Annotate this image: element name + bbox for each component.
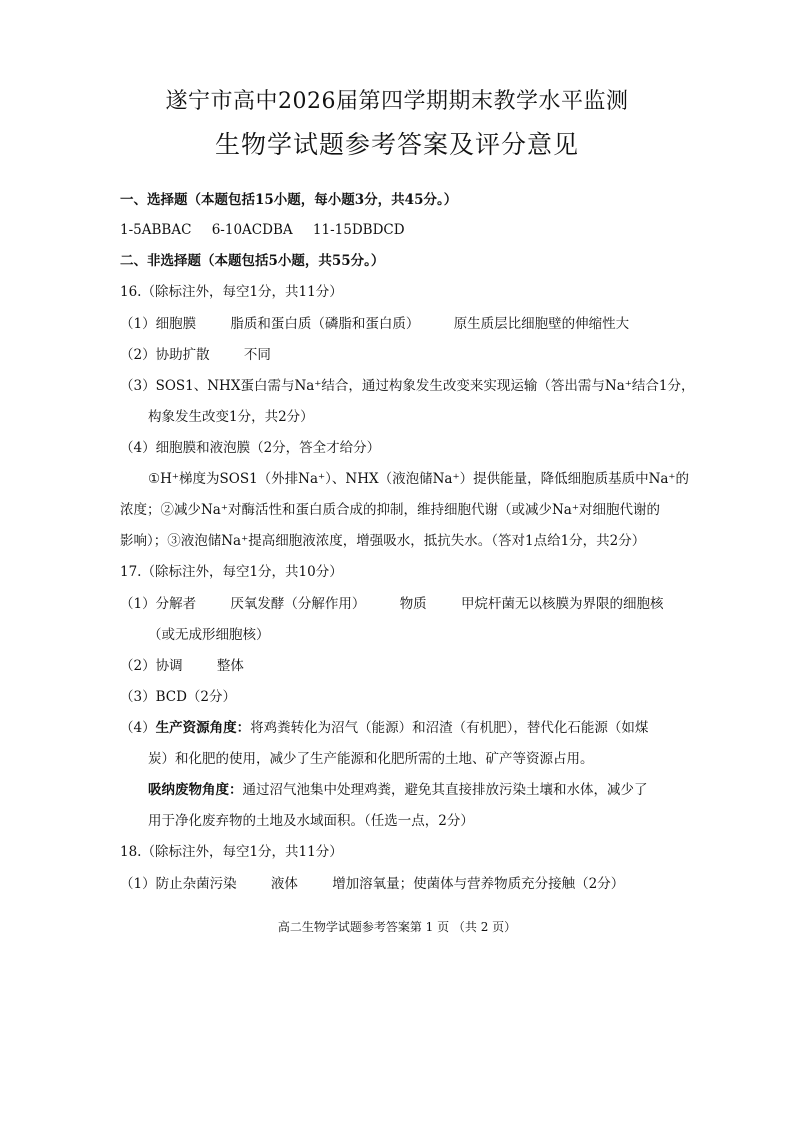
q17-answer-3: （3）BCD（2分）	[120, 689, 237, 705]
q18-header: 18.（除标注外，每空1分，共11分）	[120, 844, 343, 860]
q16-answer-3-line2: 构象发生改变1分，共2分）	[148, 409, 314, 425]
q17-answer-4-line3	[148, 780, 648, 800]
q17-1-blank-4: 甲烷杆菌无以核膜为界限的细胞核	[460, 596, 664, 612]
q17-answer-4-line4: 用于净化废弃物的土地及水域面积。（任选一点，2分）	[148, 813, 474, 829]
document-subtitle: 生物学试题参考答案及评分意见	[214, 130, 579, 159]
answer-group-3: 11-15DBDCD	[312, 222, 405, 238]
q18-1-blank-1: （1）防止杂菌污染	[120, 876, 237, 892]
q17-4-keyword-resource: 生产资源角度：	[155, 720, 251, 736]
q17-4-keyword-waste: 吸纳废物角度：	[148, 782, 243, 798]
q16-answer-2	[120, 345, 271, 365]
q16-answer-4-explain-3: 影响）；③液泡储Na⁺提高细胞液浓度，增强吸水，抵抗失水。（答对1点给1分，共2分）	[120, 533, 646, 549]
q17-1-blank-2: 厌氧发酵（分解作用）	[230, 596, 366, 612]
q16-header: 16.（除标注外，每空1分，共11分）	[120, 284, 343, 300]
answer-group-1: 1-5ABBAC	[120, 222, 192, 238]
q17-answer-4-line2: 炭）和化肥的使用，减少了生产能源和化肥所需的土地、矿产等资源占用。	[148, 751, 594, 767]
q17-4-prefix: （4）	[120, 720, 156, 736]
section-heading-choice: 一、选择题（本题包括15小题，每小题3分，共45分。）	[120, 192, 458, 208]
q17-2-blank-2: 整体	[216, 658, 244, 674]
q16-answer-4-explain-2: 浓度；②减少Na⁺对酶活性和蛋白质合成的抑制，维持细胞代谢（或减少Na⁺对细胞代谢的	[120, 502, 660, 518]
q16-answer-4: （4）细胞膜和液泡膜（2分，答全才给分）	[120, 440, 381, 456]
q17-4-text-1: 将鸡粪转化为沼气（能源）和沼渣（有机肥），替代化石能源（如煤	[250, 720, 649, 736]
q18-answer-1	[120, 874, 624, 894]
q17-answer-1	[120, 594, 663, 614]
q17-answer-2	[120, 656, 244, 676]
q16-answer-1	[120, 314, 629, 334]
q18-1-blank-2: 液体	[270, 876, 298, 892]
q17-1-blank-1: （1）分解者	[120, 596, 197, 612]
q17-1-blank-3: 物质	[399, 596, 427, 612]
q16-1-blank-3: 原生质层比细胞壁的伸缩性大	[453, 316, 630, 332]
q16-2-blank-1: （2）协助扩散	[120, 347, 210, 363]
q17-2-blank-1: （2）协调	[120, 658, 183, 674]
q17-answer-4-line1	[120, 718, 648, 738]
q16-2-blank-2: 不同	[243, 347, 271, 363]
q18-1-blank-3: 增加溶氧量；使菌体与营养物质充分接触（2分）	[332, 876, 625, 892]
page-footer: 高二生物学试题参考答案第 1 页 （共 2 页）	[277, 920, 517, 934]
q16-1-blank-1: （1）细胞膜	[120, 316, 197, 332]
q17-4-text-2: 通过沼气池集中处理鸡粪，避免其直接排放污染土壤和水体，减少了	[242, 782, 648, 798]
q17-answer-1-cont: （或无成形细胞核）	[148, 627, 270, 643]
q16-answer-4-explain-1: ①H⁺梯度为SOS1（外排Na⁺）、NHX（液泡储Na⁺）提供能量，降低细胞质基质中Na⁺的	[148, 471, 690, 487]
document-title: 遂宁市高中2026届第四学期期末教学水平监测	[165, 89, 629, 114]
section-heading-nonchoice: 二、非选择题（本题包括5小题，共55分。）	[120, 253, 385, 269]
q16-1-blank-2: 脂质和蛋白质（磷脂和蛋白质）	[230, 316, 420, 332]
q17-header: 17.（除标注外，每空1分，共10分）	[120, 564, 343, 580]
q16-answer-3-line1: （3）SOS1、NHX蛋白需与Na⁺结合，通过构象发生改变来实现运输（答出需与Na⁺结合1分，	[120, 378, 695, 394]
choice-answers	[120, 220, 405, 240]
answer-group-2: 6-10ACDBA	[211, 222, 293, 238]
